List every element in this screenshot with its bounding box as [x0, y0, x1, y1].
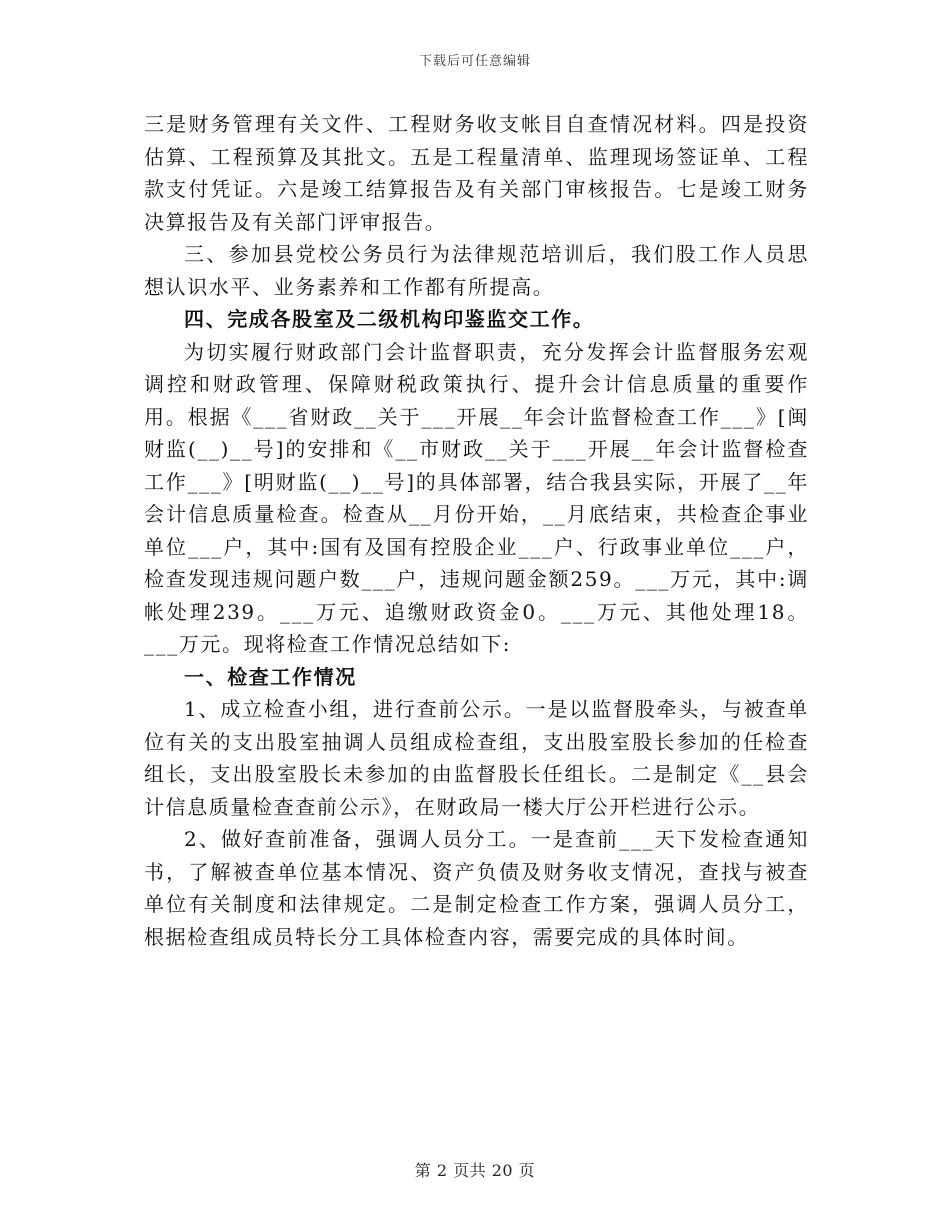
paragraph-audit-materials: 三是财务管理有关文件、工程财务收支帐目自查情况材料。四是投资估算、工程预算及其批文。五是工程量清单、监理现场签证单、工程款支付凭证。六是竣工结算报告及有关部门审核报告。七是竣工财务决算报告及有关部门评审报告。: [144, 112, 809, 234]
paragraph-preparation: 2、做好查前准备，强调人员分工。一是查前___天下发检查通知书，了解被查单位基本情况、资产负债及财务收支情况，查找与被查单位有关制度和法律规定。二是制定检查工作方案，强调人员分工，根据检查组成员特长分工具体检查内容，需要完成的具体时间。: [144, 827, 809, 949]
page-number: 第 2 页共 20 页: [414, 1161, 536, 1180]
paragraph-inspection-summary: 为切实履行财政部门会计监督职责，充分发挥会计监督服务宏观调控和财政管理、保障财税政策执行、提升会计信息质量的重要作用。根据《___省财政__关于___开展__年会计监督检查工作___》[闽财监(__)__号]的安排和《__市财政__关于___开展__年会计监督检查工作___》[明财监(__)__号]的具体部署，结合我县实际，开展了__年会计信息质量检查。检查从__月份开始，__月底结束，共检查企事业单位___户，其中:国有及国有控股企业___户、行政事业单位___户，检查发现违规问题户数___户，违规问题金额259。___万元，其中:调帐处理239。___万元、追缴财政资金0。___万元、其他处理18。___万元。现将检查工作情况总结如下:: [144, 339, 809, 656]
paragraph-inspection-team: 1、成立检查小组，进行查前公示。一是以监督股牵头，与被查单位有关的支出股室抽调人员组成检查组，支出股室股长参加的任检查组长，支出股室股长未参加的由监督股长任组长。二是制定《__县会计信息质量检查查前公示》，在财政局一楼大厅公开栏进行公示。: [144, 697, 809, 819]
page-header: 下载后可任意编辑: [418, 54, 531, 69]
document-body: [144, 108, 809, 953]
section-heading-seal-handover: 四、完成各股室及二级机构印鉴监交工作。: [184, 307, 595, 331]
paragraph-training: 三、参加县党校公务员行为法律规范培训后，我们股工作人员思想认识水平、业务素养和工作都有所提高。: [144, 242, 809, 299]
section-heading-inspection-work: 一、检查工作情况: [184, 664, 357, 689]
